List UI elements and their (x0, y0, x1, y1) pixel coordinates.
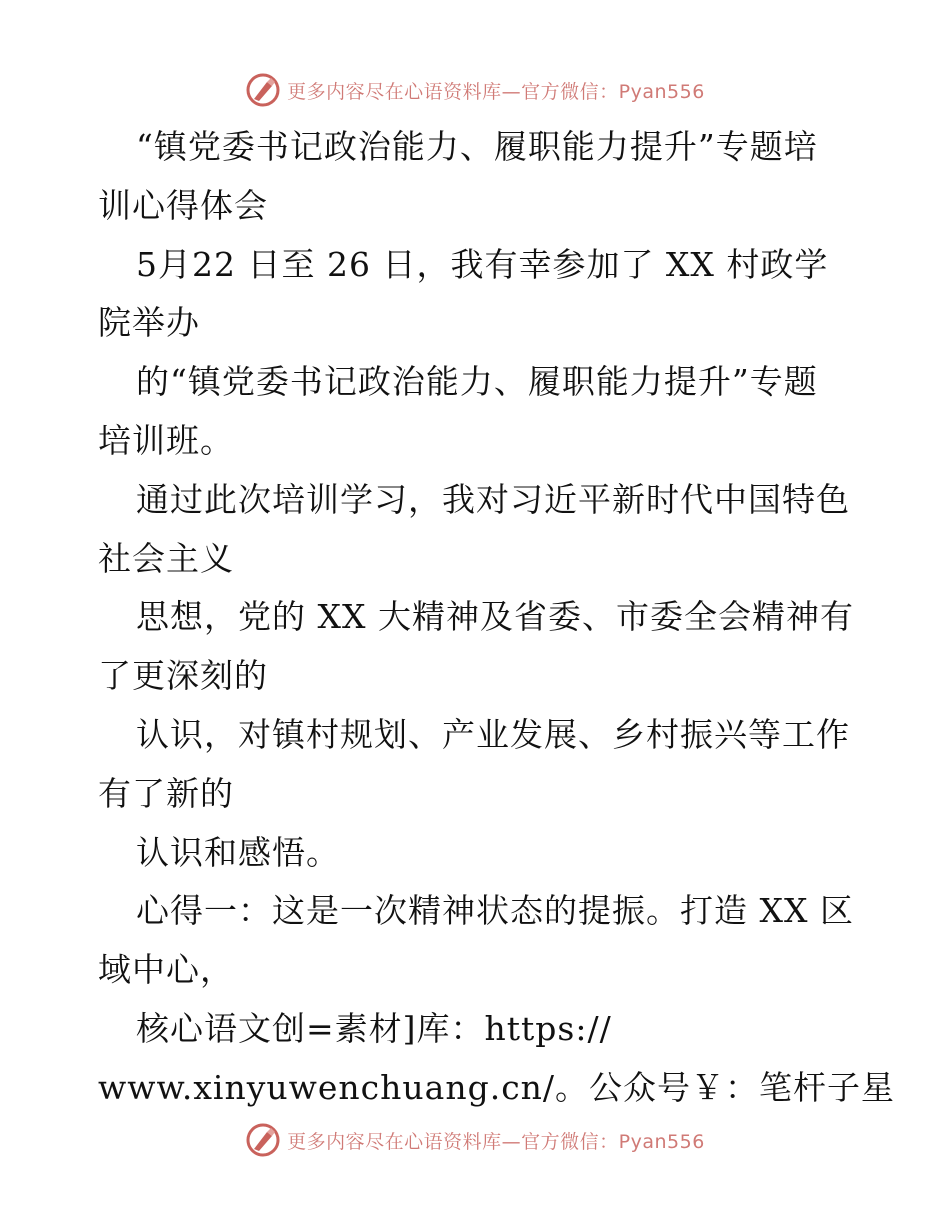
document-line: 域中心， (98, 950, 234, 990)
document-line: 认识和感悟。 (136, 832, 340, 872)
document-line: 院举办 (98, 303, 200, 343)
document-line: 认识，对镇村规划、产业发展、乡村振兴等工作 (136, 714, 850, 754)
document-line: 了更深刻的 (98, 656, 268, 696)
document-line: “镇党委书记政治能力、履职能力提升”专题培 (136, 127, 818, 166)
document-line: 社会主义 (98, 538, 234, 578)
document-line: 的“镇党委书记政治能力、履职能力提升”专题 (136, 362, 818, 402)
document-line: 心得一：这是一次精神状态的提振。打造 XX 区 (136, 891, 854, 931)
document-line: 通过此次培训学习，我对习近平新时代中国特色 (136, 479, 850, 519)
pen-nib-logo-icon (245, 72, 281, 108)
header-banner (0, 68, 950, 112)
document-line: 核心语文创=素材]库：https:// (136, 1008, 612, 1048)
pen-nib-logo-icon (245, 1122, 281, 1158)
document-line: 训心得体会 (98, 185, 268, 225)
document-line: 培训班。 (98, 420, 234, 460)
document-line: 思想，党的 XX 大精神及省委、市委全会精神有 (136, 597, 854, 637)
document-line: 5月22 日至 26 日，我有幸参加了 XX 村政学 (136, 244, 829, 284)
document-body (98, 118, 896, 1118)
document-line: 有了新的 (98, 773, 234, 813)
footer-banner (0, 1118, 950, 1162)
header-banner-text: 更多内容尽在心语资料库—官方微信：Pyan556 (287, 80, 705, 103)
footer-banner-text: 更多内容尽在心语资料库—官方微信：Pyan556 (287, 1130, 705, 1153)
document-line: www.xinyuwenchuang.cn/。公众号￥：笔杆子星 (98, 1067, 896, 1107)
